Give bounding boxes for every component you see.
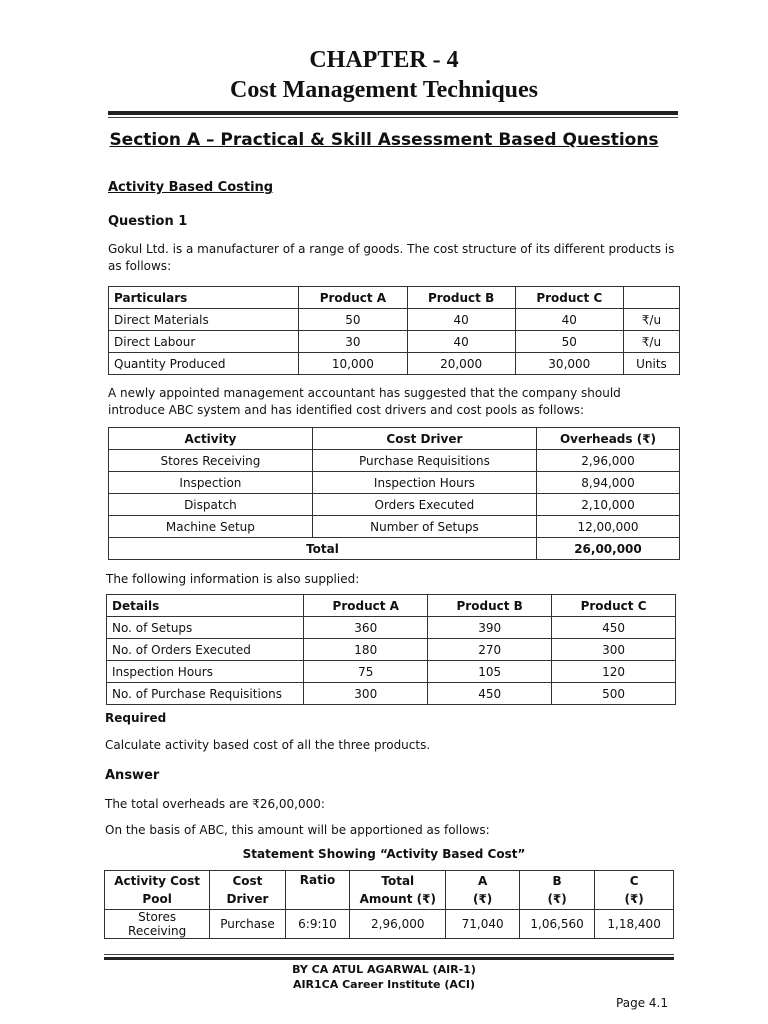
table-cell: 300 — [304, 683, 428, 705]
table-row — [109, 450, 680, 472]
total-label: Total — [109, 538, 537, 560]
table-cell: 12,00,000 — [536, 516, 679, 538]
table-row — [105, 910, 674, 939]
table-cell: Inspection Hours — [312, 472, 536, 494]
table-row — [107, 683, 676, 705]
table-cell: 75 — [304, 661, 428, 683]
table-header-cell: Product A — [299, 287, 407, 309]
answer-label: Answer — [105, 768, 160, 783]
table-cell: 360 — [304, 617, 428, 639]
header-line: Driver — [226, 892, 269, 906]
answer-line-2: On the basis of ABC, this amount will be apportioned as follows: — [105, 823, 490, 837]
table-header-cell: Product B — [407, 287, 515, 309]
table-cell: Number of Setups — [312, 516, 536, 538]
topic-heading: Activity Based Costing — [108, 180, 274, 195]
question-label: Question 1 — [108, 214, 188, 229]
header-line: (₹) — [472, 892, 493, 906]
table-header-cell: Activity — [109, 428, 313, 450]
table-cell: 20,000 — [407, 353, 515, 375]
table-cell: 40 — [407, 331, 515, 353]
table-cell: 10,000 — [299, 353, 407, 375]
table-row — [107, 661, 676, 683]
table-cell: Quantity Produced — [109, 353, 299, 375]
table-cell: 50 — [515, 331, 623, 353]
table-header-cell: Product C — [515, 287, 623, 309]
table-cell: 2,96,000 — [536, 450, 679, 472]
table-header-cell — [285, 871, 350, 910]
table-cell: 8,94,000 — [536, 472, 679, 494]
table-cell: Stores Receiving — [109, 450, 313, 472]
required-label: Required — [105, 711, 167, 725]
table-cell: 120 — [552, 661, 676, 683]
table-cell: Purchase Requisitions — [312, 450, 536, 472]
table-cell: Inspection Hours — [107, 661, 304, 683]
table-cell: No. of Purchase Requisitions — [107, 683, 304, 705]
header-line: B — [552, 874, 562, 888]
table-header-cell — [519, 871, 594, 910]
table-cell: 2,96,000 — [350, 910, 446, 939]
table-header-cell: Product C — [552, 595, 676, 617]
table-cell: Direct Materials — [109, 309, 299, 331]
table-header-row — [105, 871, 674, 910]
table-row — [109, 494, 680, 516]
table-cell: Orders Executed — [312, 494, 536, 516]
details-table — [106, 594, 676, 705]
page-number: Page 4.1 — [616, 996, 668, 1010]
table-cell: ₹/u — [623, 331, 679, 353]
abc-intro: A newly appointed management accountant has suggested that the company should introduce ABC system and has identified cost drivers and cost pools as follows: — [108, 386, 621, 417]
answer-line-1: The total overheads are ₹26,00,000: — [105, 797, 325, 811]
header-line: Amount (₹) — [359, 892, 436, 906]
table-cell: 1,18,400 — [595, 910, 674, 939]
table-header-cell: Cost Driver — [312, 428, 536, 450]
table-cell: 450 — [552, 617, 676, 639]
table-header-cell: Overheads (₹) — [536, 428, 679, 450]
footer-divider — [104, 957, 674, 960]
table-cell: Machine Setup — [109, 516, 313, 538]
table-header-cell — [350, 871, 446, 910]
table-cell: 40 — [515, 309, 623, 331]
table-row — [109, 331, 680, 353]
table-cell: 71,040 — [446, 910, 520, 939]
table-cell: 1,06,560 — [519, 910, 594, 939]
statement-title: Statement Showing “Activity Based Cost” — [242, 847, 526, 861]
table-header-cell: Product B — [428, 595, 552, 617]
question-intro: Gokul Ltd. is a manufacturer of a range of goods. The cost structure of its different products is as follows: — [108, 242, 675, 273]
table-header-cell: Product A — [304, 595, 428, 617]
table-cell: 180 — [304, 639, 428, 661]
table-cell: 450 — [428, 683, 552, 705]
table-cell: Dispatch — [109, 494, 313, 516]
info-intro: The following information is also supplied: — [106, 572, 360, 586]
title-divider — [108, 111, 678, 115]
table-cell: 50 — [299, 309, 407, 331]
title-divider-thin — [108, 117, 678, 118]
table-row — [107, 639, 676, 661]
table-cell: 390 — [428, 617, 552, 639]
footer-divider-thin — [104, 954, 674, 955]
header-line: A — [477, 874, 488, 888]
table-cell: 270 — [428, 639, 552, 661]
header-line: (₹) — [547, 892, 567, 906]
table-row — [109, 516, 680, 538]
header-line: Ratio — [299, 873, 336, 887]
header-line: C — [629, 874, 639, 888]
table-header-cell: Particulars — [109, 287, 299, 309]
table-cell: Purchase — [210, 910, 285, 939]
table-cell: 6:9:10 — [285, 910, 350, 939]
table-cell: Direct Labour — [109, 331, 299, 353]
header-line: Pool — [142, 892, 172, 906]
table-header-row — [107, 595, 676, 617]
table-cell: 30,000 — [515, 353, 623, 375]
table-header-cell — [595, 871, 674, 910]
header-line: Cost — [232, 874, 263, 888]
table-cell: 500 — [552, 683, 676, 705]
required-text: Calculate activity based cost of all the three products. — [105, 738, 431, 752]
chapter-number: CHAPTER - 4 — [309, 47, 459, 73]
table-cell: Inspection — [109, 472, 313, 494]
table-cell: 40 — [407, 309, 515, 331]
table-row — [109, 309, 680, 331]
table-header-row — [109, 287, 680, 309]
table-cell: 30 — [299, 331, 407, 353]
table-cell: No. of Orders Executed — [107, 639, 304, 661]
table-header-row — [109, 428, 680, 450]
table-cell: Units — [623, 353, 679, 375]
table-row — [107, 617, 676, 639]
table-header-cell — [210, 871, 285, 910]
header-line: (₹) — [624, 892, 644, 906]
table-cell: ₹/u — [623, 309, 679, 331]
table-header-cell — [623, 287, 679, 309]
table-total-row — [109, 538, 680, 560]
table-cell: 300 — [552, 639, 676, 661]
footer-author: BY CA ATUL AGARWAL (AIR-1) — [292, 963, 476, 976]
table-header-cell — [105, 871, 210, 910]
table-header-cell: Details — [107, 595, 304, 617]
table-cell: 2,10,000 — [536, 494, 679, 516]
table-cell: 105 — [428, 661, 552, 683]
header-line: Activity Cost — [114, 874, 201, 888]
table-cell: No. of Setups — [107, 617, 304, 639]
cost-structure-table — [108, 286, 680, 375]
table-row — [109, 353, 680, 375]
statement-table — [104, 870, 674, 939]
section-title: Section A – Practical & Skill Assessment Based Questions — [109, 130, 659, 150]
table-cell: Stores Receiving — [105, 910, 210, 939]
header-line: Total — [381, 874, 415, 888]
table-row — [109, 472, 680, 494]
cost-driver-table — [108, 427, 680, 560]
table-header-cell — [446, 871, 520, 910]
total-value: 26,00,000 — [536, 538, 679, 560]
chapter-title: Cost Management Techniques — [229, 77, 539, 103]
footer-institute: AIR1CA Career Institute (ACI) — [292, 978, 476, 991]
